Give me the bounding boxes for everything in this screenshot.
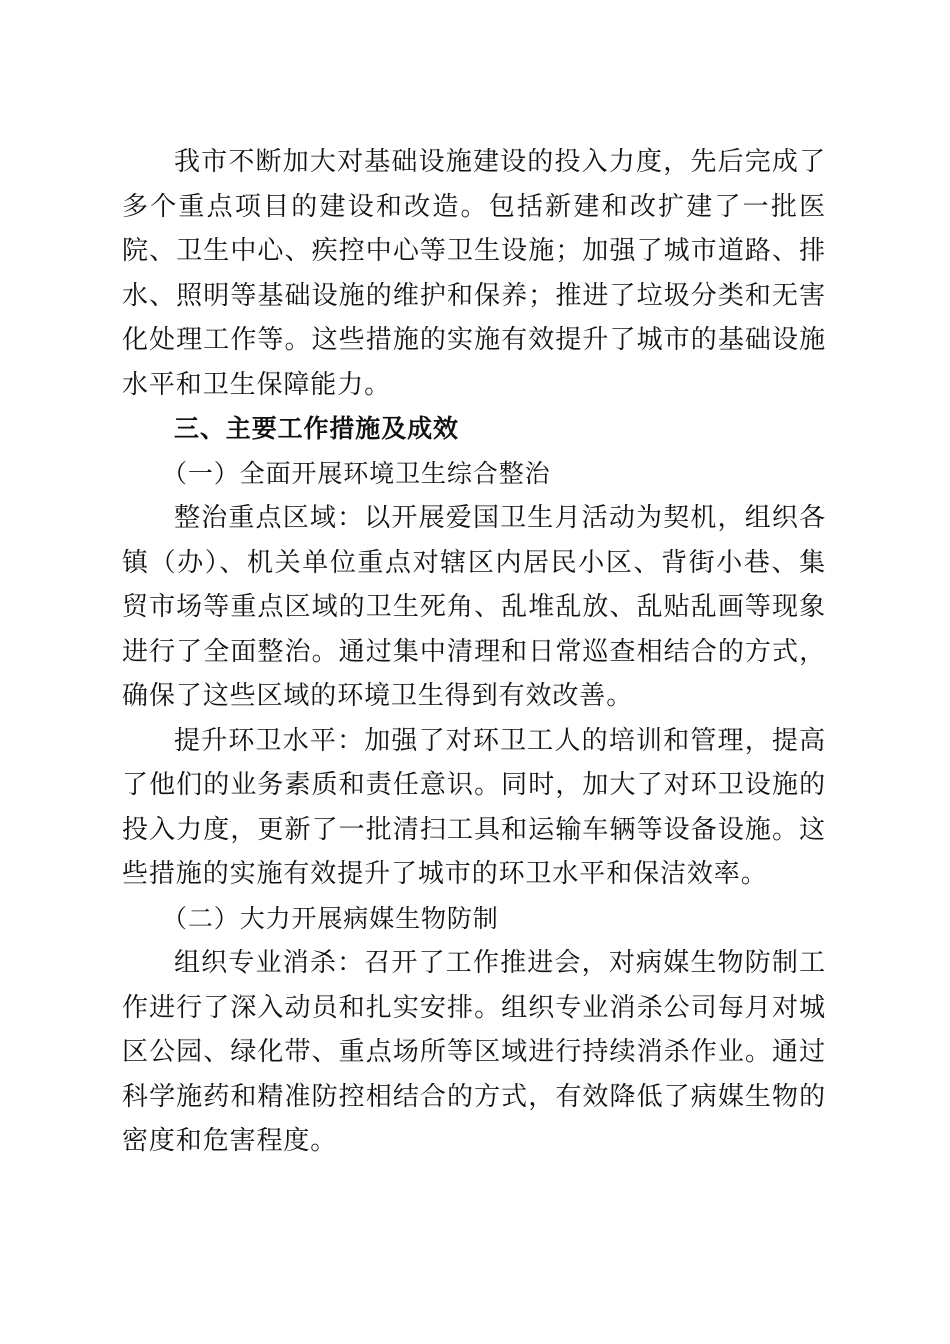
section-heading-measures: 三、主要工作措施及成效 [174,414,459,443]
subheading-environment: （一）全面开展环境卫生综合整治 [162,458,551,488]
paragraph-infrastructure: 我市不断加大对基础设施建设的投入力度，先后完成了多个重点项目的建设和改造。包括新建和改扩建了一批医院、卫生中心、疾控中心等卫生设施；加强了城市道路、排水、照明等基础设施的维护和保养；推进了垃圾分类和无害化处理工作等。这些措施的实施有效提升了城市的基础设施水平和卫生保障能力。 [122,147,826,400]
document-body [122,140,826,1164]
paragraph-disinfection: 组织专业消杀：召开了工作推进会，对病媒生物防制工作进行了深入动员和扎实安排。组织专业消杀公司每月对城区公园、绿化带、重点场所等区域进行持续消杀作业。通过科学施药和精准防控相结合的方式，有效降低了病媒生物的密度和危害程度。 [122,948,826,1156]
paragraph-key-areas: 整治重点区域：以开展爱国卫生月活动为契机，组织各镇（办）、机关单位重点对辖区内居民小区、背街小巷、集贸市场等重点区域的卫生死角、乱堆乱放、乱贴乱画等现象进行了全面整治。通过集中清理和日常巡查相结合的方式，确保了这些区域的环境卫生得到有效改善。 [122,503,826,711]
paragraph-sanitation-level: 提升环卫水平：加强了对环卫工人的培训和管理，提高了他们的业务素质和责任意识。同时，加大了对环卫设施的投入力度，更新了一批清扫工具和运输车辆等设备设施。这些措施的实施有效提升了城市的环卫水平和保洁效率。 [122,725,826,889]
subheading-vector-control: （二）大力开展病媒生物防制 [162,903,499,933]
